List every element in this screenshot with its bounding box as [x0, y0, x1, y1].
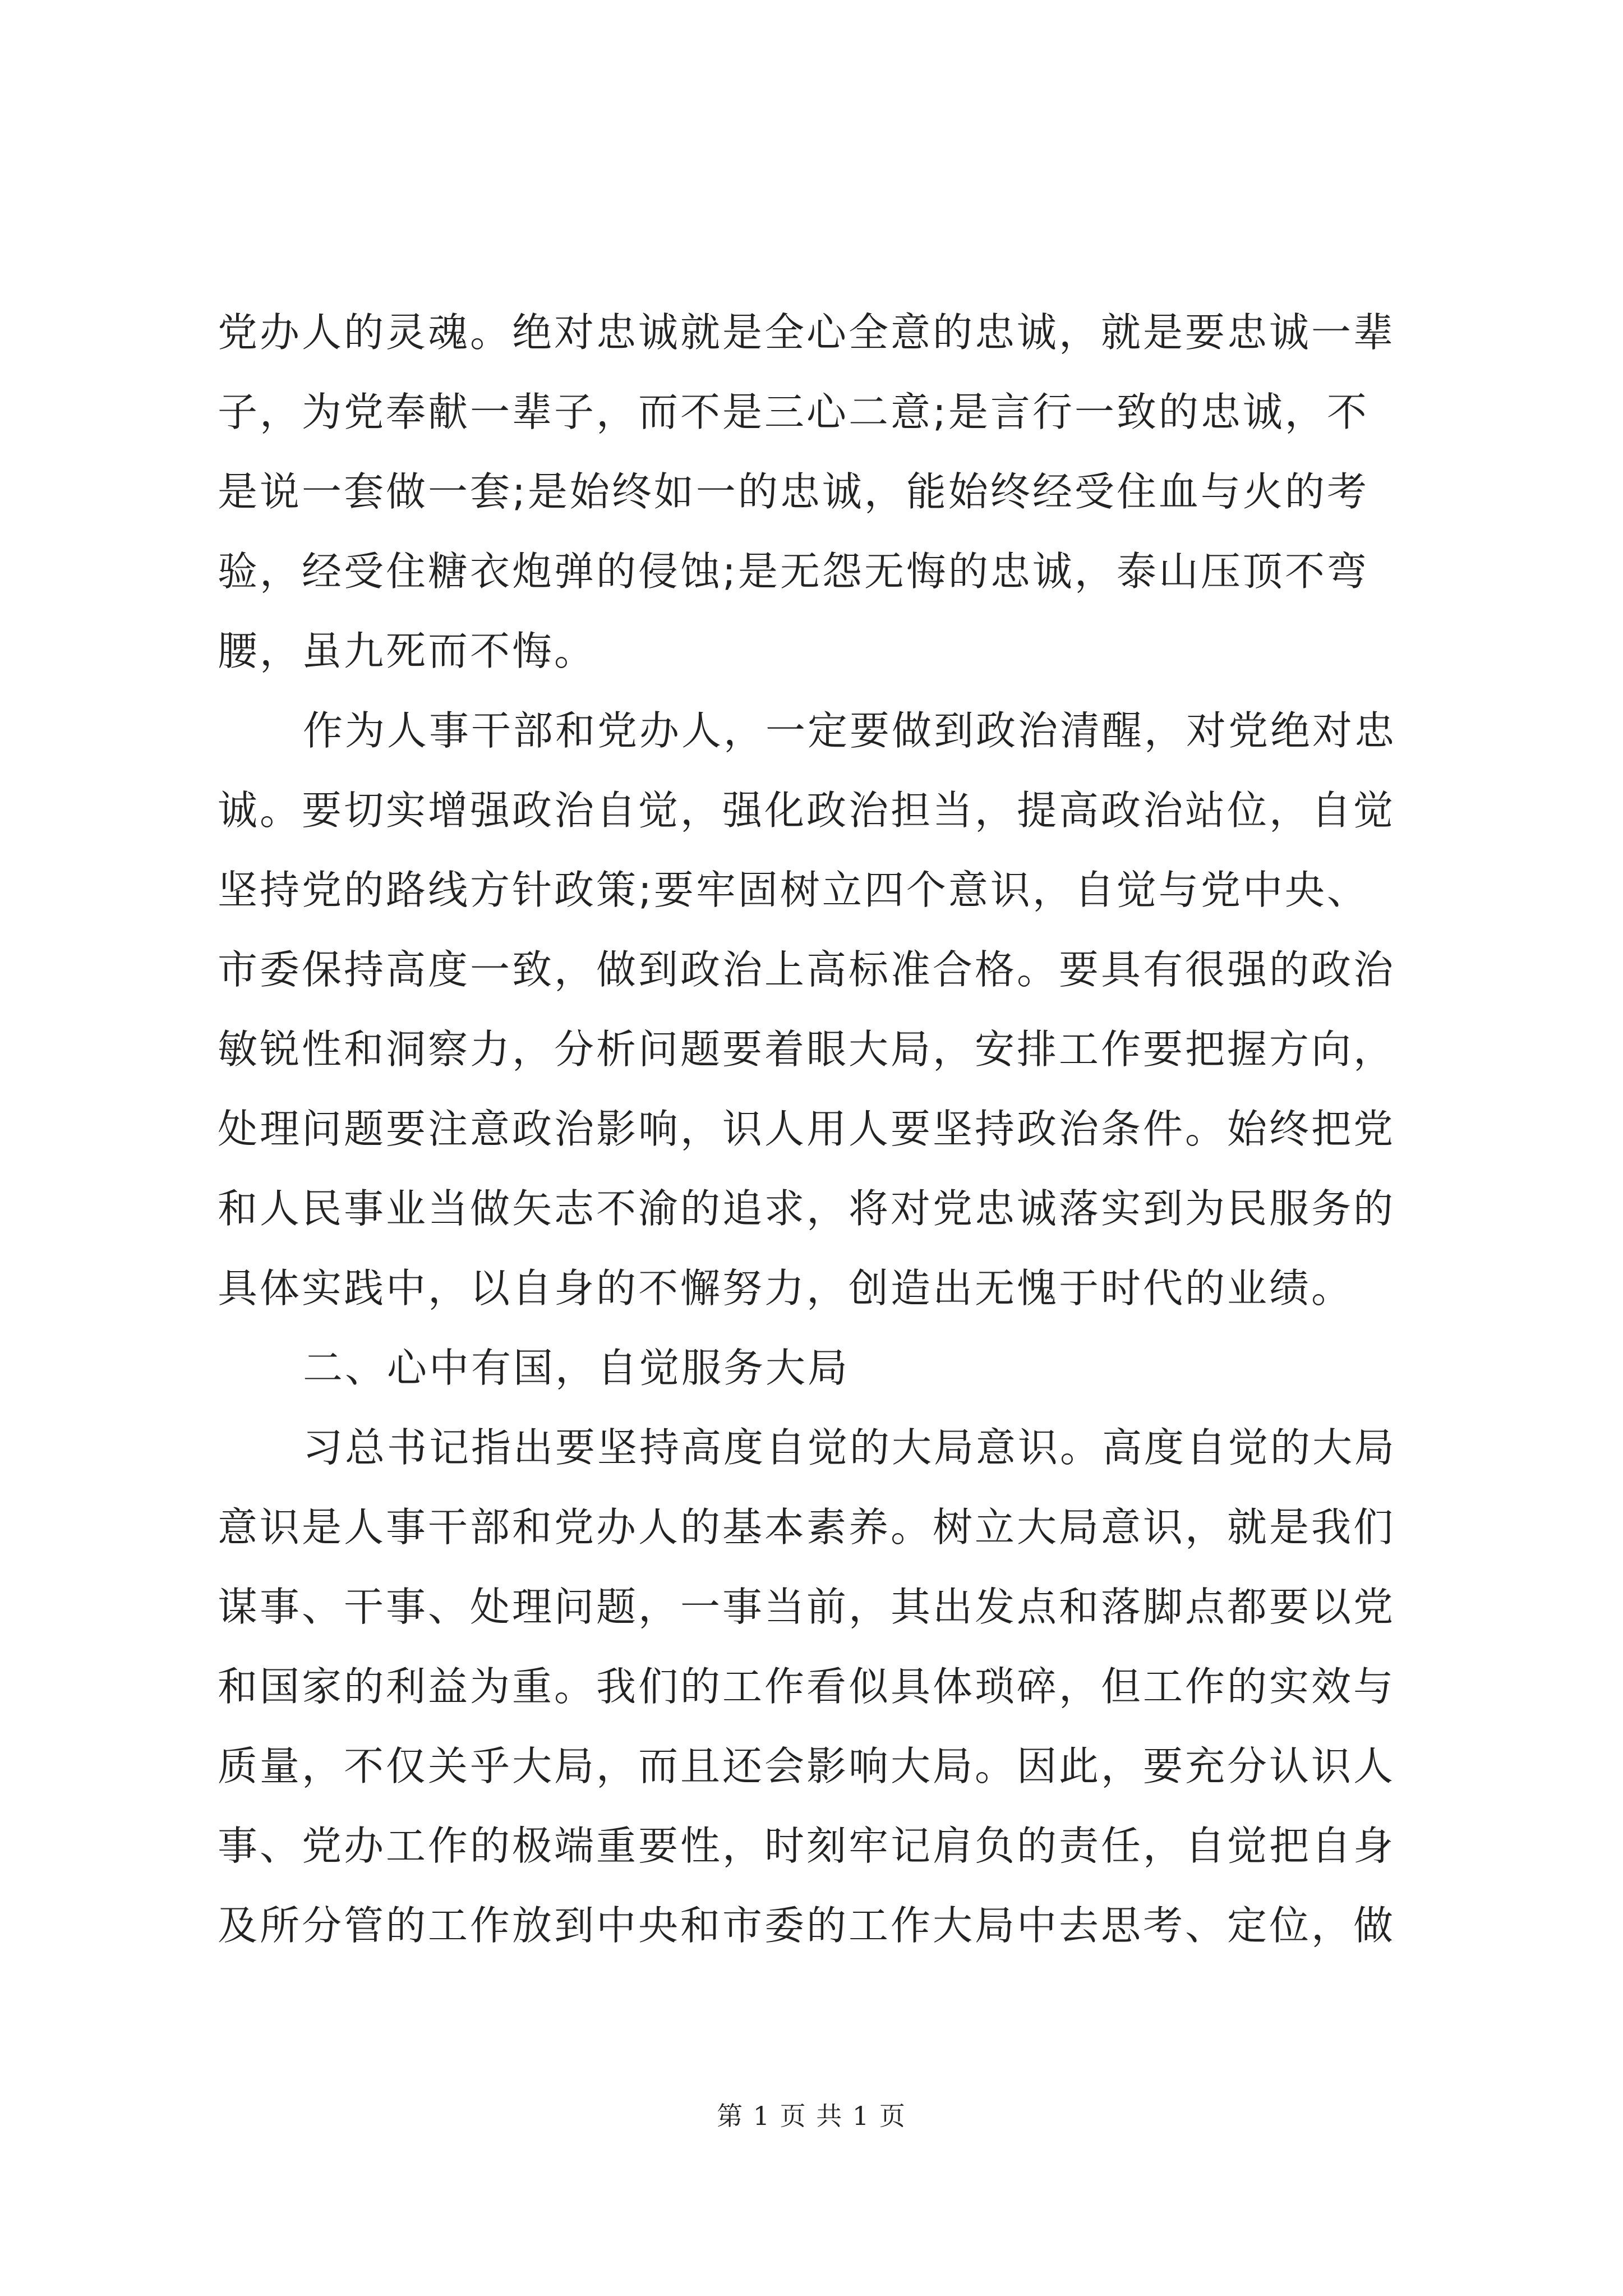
- text-line: 及所分管的工作放到中央和市委的工作大局中去思考、定位，做: [218, 1902, 1396, 1949]
- text-line: 谋事、干事、处理问题，一事当前，其出发点和落脚点都要以党: [218, 1584, 1396, 1630]
- text-line: 具体实践中，以自身的不懈努力，创造出无愧于时代的业绩。: [218, 1265, 1354, 1312]
- document-body: [218, 293, 1418, 1966]
- text-line: 市委保持高度一致，做到政治上高标准合格。要具有很强的政治: [218, 946, 1396, 993]
- text-line: 坚持党的路线方针政策;要牢固树立四个意识，自觉与党中央、: [218, 867, 1369, 913]
- text-line: 是说一套做一套;是始终如一的忠诚，能始终经受住血与火的考: [218, 468, 1369, 515]
- paragraph-start-line: 作为人事干部和党办人，一定要做到政治清醒，对党绝对忠: [303, 707, 1397, 754]
- paragraph-start-line: 习总书记指出要坚持高度自觉的大局意识。高度自觉的大局: [303, 1424, 1397, 1471]
- text-line: 质量，不仅关乎大局，而且还会影响大局。因此，要充分认识人: [218, 1743, 1396, 1789]
- text-line: 和国家的利益为重。我们的工作看似具体琐碎，但工作的实效与: [218, 1663, 1396, 1710]
- text-line: 意识是人事干部和党办人的基本素养。树立大局意识，就是我们: [218, 1504, 1396, 1550]
- page-number-footer: 第 1 页 共 1 页: [717, 2101, 906, 2131]
- text-line: 验，经受住糖衣炮弹的侵蚀;是无怨无悔的忠诚，泰山压顶不弯: [218, 548, 1369, 595]
- section-heading: 二、心中有国，自觉服务大局: [303, 1345, 850, 1391]
- text-line: 和人民事业当做矢志不渝的追求，将对党忠诚落实到为民服务的: [218, 1185, 1396, 1232]
- text-line: 子，为党奉献一辈子，而不是三心二意;是言行一致的忠诚，不: [218, 389, 1369, 435]
- text-line: 腰，虽九死而不悔。: [218, 628, 597, 674]
- text-line: 处理问题要注意政治影响，识人用人要坚持政治条件。始终把党: [218, 1106, 1396, 1152]
- text-line: 事、党办工作的极端重要性，时刻牢记肩负的责任，自觉把自身: [218, 1823, 1396, 1869]
- text-line: 党办人的灵魂。绝对忠诚就是全心全意的忠诚，就是要忠诚一辈: [218, 309, 1396, 356]
- text-line: 诚。要切实增强政治自觉，强化政治担当，提高政治站位，自觉: [218, 787, 1396, 834]
- text-line: 敏锐性和洞察力，分析问题要着眼大局，安排工作要把握方向，: [218, 1026, 1396, 1073]
